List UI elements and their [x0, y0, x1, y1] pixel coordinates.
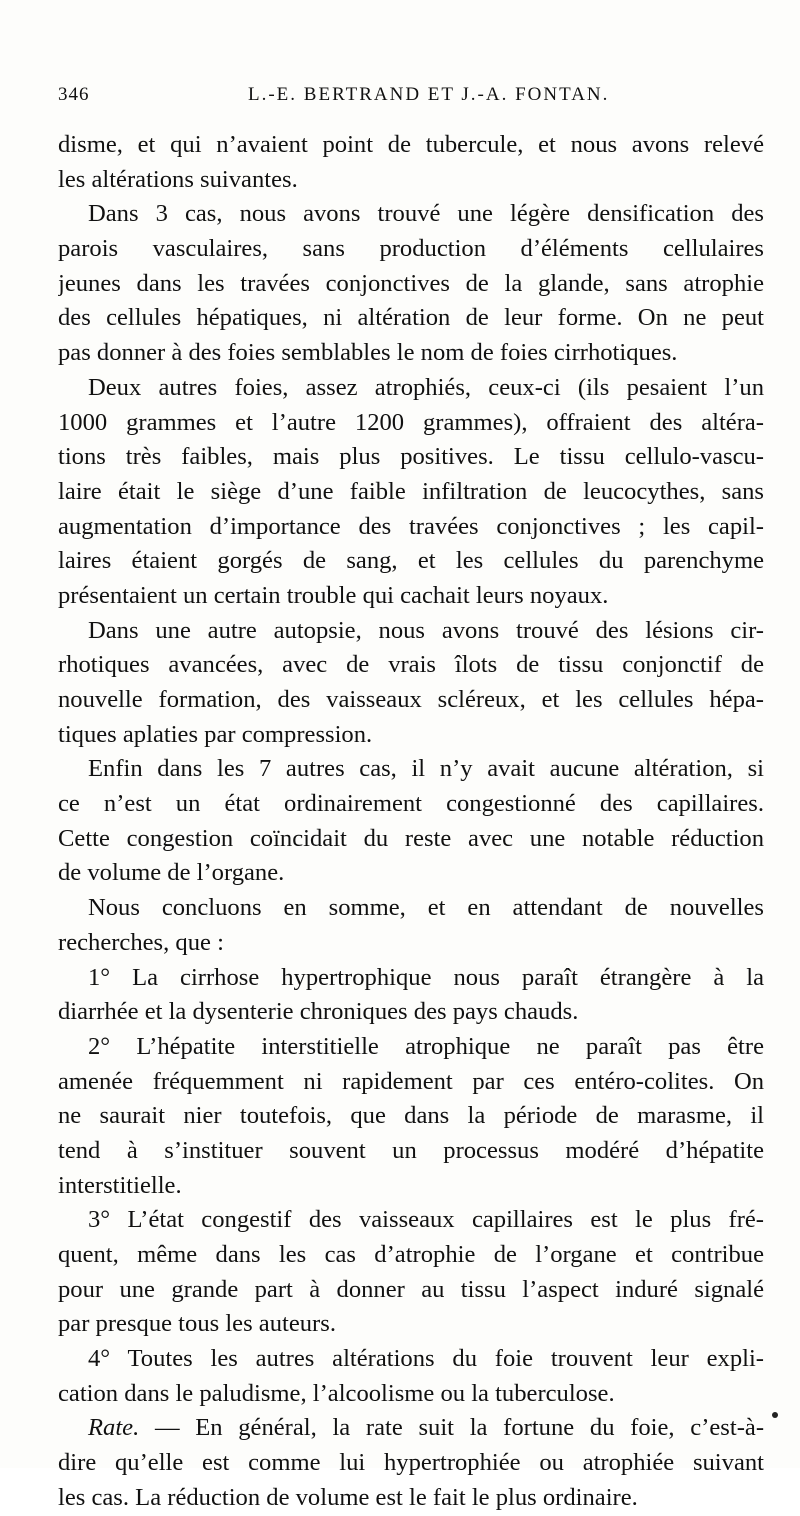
text-line: les cas. La réduction de volume est le fait le plus ordinaire.	[58, 1483, 638, 1511]
text-line: nouvelle formation, des vaisseaux scléreux, et les cellules hépa-	[58, 686, 764, 713]
text-line: tiques aplaties par compression.	[58, 720, 373, 748]
text-line: cation dans le paludisme, l’alcoolisme ou la tuberculose.	[58, 1379, 615, 1407]
text-line: les altérations suivantes.	[58, 165, 298, 193]
text-line-content: — En général, la rate suit la fortune du foie, c’est-à-	[154, 1414, 764, 1442]
text-line: de volume de l’organe.	[58, 859, 285, 887]
text-line: augmentation d’importance des travées conjonctives ; les capil-	[58, 512, 764, 540]
text-line: laire était le siège d’une faible infiltration de leucocythes, sans	[58, 477, 764, 505]
text-line: jeunes dans les travées conjonctives de la glande, sans atrophie	[58, 269, 764, 297]
text-line: par presque tous les auteurs.	[58, 1310, 336, 1338]
ink-spot	[772, 1412, 778, 1418]
page-number: 346	[58, 84, 90, 105]
text-line: rhotiques avancées, avec de vrais îlots de tissu conjonctif de	[58, 651, 764, 679]
text-line: disme, et qui n’avaient point de tubercule, et nous avons relevé	[58, 131, 764, 158]
text-line: Enfin dans les 7 autres cas, il n’y avait aucune altération, si	[88, 755, 764, 783]
body-text	[58, 128, 764, 1516]
text-line: pas donner à des foies semblables le nom de foies cirrhotiques.	[58, 339, 678, 367]
text-line: 3° L’état congestif des vaisseaux capillaires est le plus fré-	[88, 1206, 764, 1234]
text-line: 1000 grammes et l’autre 1200 grammes), offraient des altéra-	[58, 408, 764, 436]
text-line: présentaient un certain trouble qui cachait leurs noyaux.	[58, 581, 609, 609]
text-line: 4° Toutes les autres altérations du foie trouvent leur expli-	[88, 1345, 764, 1373]
page-header	[58, 84, 758, 114]
running-head: L.-E. BERTRAND ET J.-A. FONTAN.	[248, 84, 610, 105]
text-line: Nous concluons en somme, et en attendant de nouvelles	[88, 894, 764, 922]
text-line: 2° L’hépatite interstitielle atrophique ne paraît pas être	[88, 1032, 764, 1060]
text-line	[58, 1411, 764, 1446]
text-line: amenée fréquemment ni rapidement par ces entéro-colites. On	[58, 1067, 764, 1095]
text-line: ce n’est un état ordinairement congestionné des capillaires.	[58, 790, 764, 818]
text-line: parois vasculaires, sans production d’éléments cellulaires	[58, 235, 764, 263]
text-line: des cellules hépatiques, ni altération de leur forme. On ne peut	[58, 304, 764, 332]
text-line: tend à s’instituer souvent un processus modéré d’hépatite	[58, 1136, 764, 1164]
text-line: Deux autres foies, assez atrophiés, ceux-ci (ils pesaient l’un	[88, 373, 764, 401]
text-line: diarrhée et la dysenterie chroniques des pays chauds.	[58, 998, 579, 1026]
text-line: recherches, que :	[58, 928, 224, 956]
text-line: pour une grande part à donner au tissu l’aspect induré signalé	[58, 1275, 764, 1303]
text-line: ne saurait nier toutefois, que dans la période de marasme, il	[58, 1102, 764, 1130]
text-line: Dans 3 cas, nous avons trouvé une légère densification des	[88, 200, 764, 228]
text-line: tions très faibles, mais plus positives. Le tissu cellulo-vascu-	[58, 443, 764, 471]
text-line: Cette congestion coïncidait du reste avec une notable réduction	[58, 824, 764, 852]
text-line: dire qu’elle est comme lui hypertrophiée ou atrophiée suivant	[58, 1449, 764, 1477]
text-line: laires étaient gorgés de sang, et les cellules du parenchyme	[58, 547, 764, 575]
rate-heading: Rate.	[88, 1414, 140, 1442]
text-line: interstitielle.	[58, 1171, 182, 1199]
text-line: Dans une autre autopsie, nous avons trouvé des lésions cir-	[88, 616, 764, 644]
text-line: quent, même dans les cas d’atrophie de l’organe et contribue	[58, 1241, 764, 1268]
text-line: 1° La cirrhose hypertrophique nous paraît étrangère à la	[88, 963, 764, 991]
